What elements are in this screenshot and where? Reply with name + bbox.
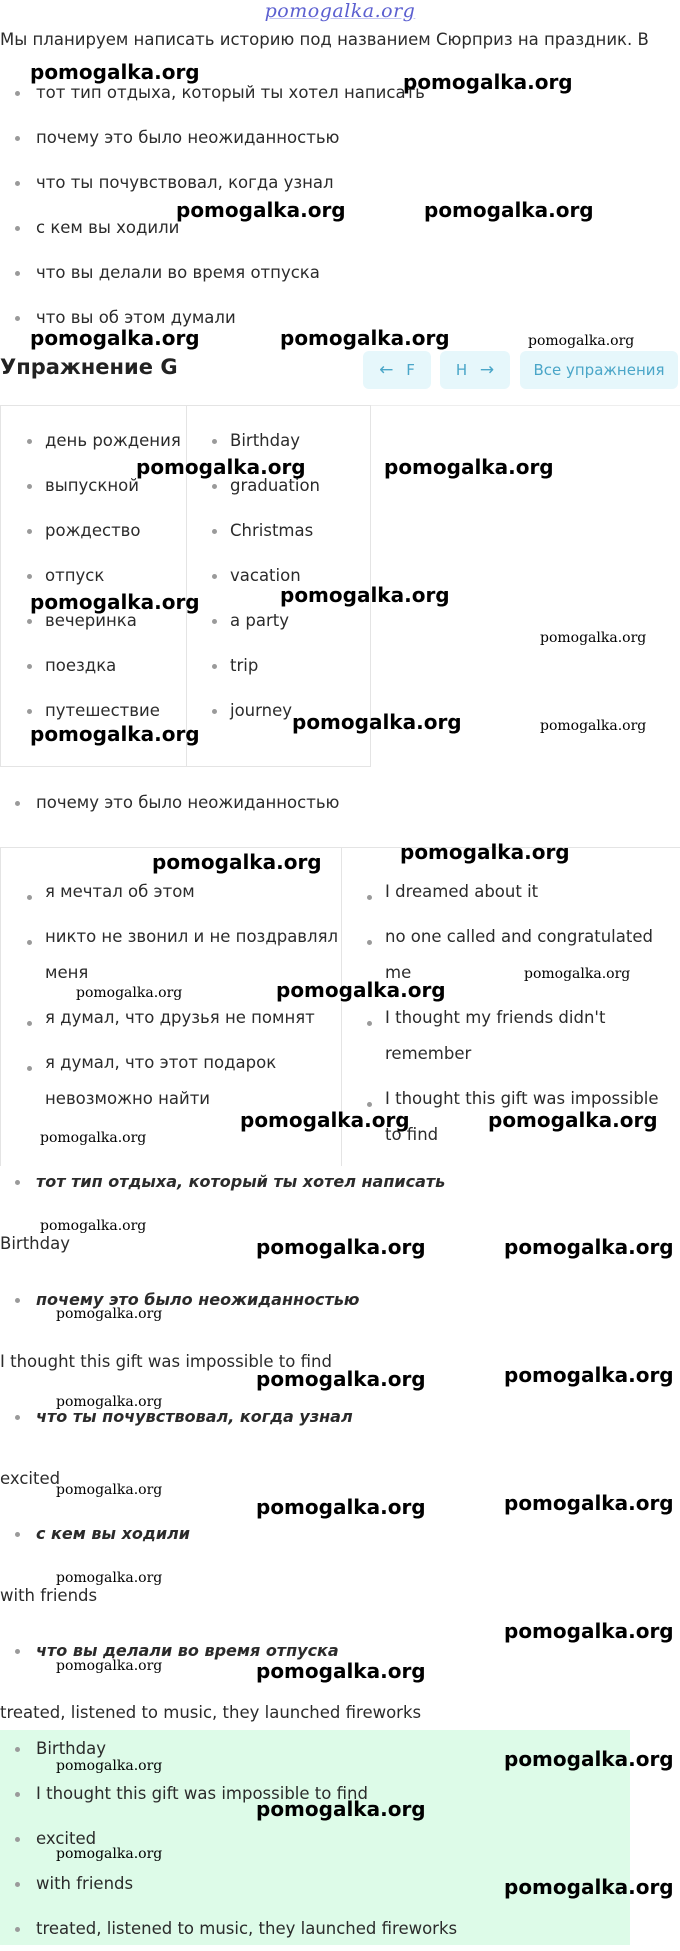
watermark: pomogalka.org [504,1491,674,1515]
list-item: я думал, что друзья не помнят [1,1000,341,1045]
watermark: pomogalka.org [40,1218,147,1234]
watermark: pomogalka.org [528,333,635,349]
list-item: почему это было неожиданностью [0,780,680,825]
exercise-title: Упражнение G [0,355,178,379]
list-item: journey [186,688,320,733]
qa-question: тот тип отдыха, который ты хотел написать [0,1172,445,1191]
next-exercise-label: H [455,361,468,379]
surprise-question [0,780,680,825]
list-item: почему это было неожиданностью [0,115,680,160]
watermark: pomogalka.org [56,1570,163,1586]
list-item: Birthday [186,418,320,463]
watermark: pomogalka.org [56,1306,163,1322]
qa-answer: I thought this gift was impossible to find [0,1352,332,1371]
qa-question: с кем вы ходили [0,1524,190,1543]
prev-exercise-label: F [406,361,415,379]
watermark: pomogalka.org [504,1619,674,1643]
watermark: pomogalka.org [256,1495,426,1519]
watermark: pomogalka.org [488,1108,658,1132]
watermark: pomogalka.org [56,1394,163,1410]
watermark: pomogalka.org [400,840,570,864]
prev-exercise-button[interactable] [363,351,431,389]
site-logo[interactable]: pomogalka.org [264,0,416,22]
watermark: pomogalka.org [56,1658,163,1674]
watermark: pomogalka.org [276,978,446,1002]
watermark: pomogalka.org [30,590,200,614]
qa-answer: with friends [0,1586,98,1605]
list-item: я мечтал об этом [1,874,341,919]
qa-answer: Birthday [0,1234,70,1253]
watermark: pomogalka.org [256,1367,426,1391]
next-exercise-button[interactable] [440,351,510,389]
list-item: I thought this gift was impossible to find [0,1771,630,1816]
watermark: pomogalka.org [540,718,647,734]
arrow-right-icon: → [479,360,495,380]
list-item: excited [0,1816,630,1861]
list-item: с кем вы ходили [0,205,680,250]
watermark: pomogalka.org [424,198,594,222]
list-item: что ты почувствовал, когда узнал [0,160,680,205]
watermark: pomogalka.org [504,1875,674,1899]
list-item: I thought this gift was impossible to find [341,1081,663,1162]
list-item: trip [186,643,320,688]
list-item: вечеринка [1,598,181,643]
watermark: pomogalka.org [152,850,322,874]
list-item: выпускной [1,463,181,508]
watermark: pomogalka.org [504,1363,674,1387]
watermark: pomogalka.org [280,583,450,607]
list-item: рождество [1,508,181,553]
qa-answer: treated, listened to music, they launched fireworks [0,1703,422,1722]
watermark: pomogalka.org [256,1797,426,1821]
watermark: pomogalka.org [136,455,306,479]
list-item: Christmas [186,508,320,553]
list-item: тот тип отдыха, который ты хотел написать [0,70,680,115]
watermark: pomogalka.org [40,1130,147,1146]
list-item: I thought my friends didn't remember [341,1000,663,1081]
watermark: pomogalka.org [540,630,647,646]
watermark: pomogalka.org [56,1846,163,1862]
qa-answer: excited [0,1469,61,1488]
list-item: никто не звонил и не поздравлял меня [1,919,341,1000]
list-item: I dreamed about it [341,874,663,919]
watermark: pomogalka.org [30,60,200,84]
watermark: pomogalka.org [292,710,462,734]
arrow-left-icon: ← [379,360,394,380]
watermark: pomogalka.org [256,1235,426,1259]
list-item: что вы делали во время отпуска [0,250,680,295]
watermark: pomogalka.org [256,1659,426,1683]
list-item: no one called and congratulated me [341,919,663,1000]
watermark: pomogalka.org [56,1482,163,1498]
list-item: день рождения [1,418,181,463]
watermark: pomogalka.org [176,198,346,222]
qa-question: почему это было неожиданностью [0,1290,359,1309]
watermark: pomogalka.org [504,1235,674,1259]
list-item: with friends [0,1861,630,1906]
watermark: pomogalka.org [403,70,573,94]
list-item: поездка [1,643,181,688]
intro-text: Мы планируем написать историю под названием Сюрприз на праздник. В [0,30,649,49]
watermark: pomogalka.org [504,1747,674,1771]
list-item: vacation [186,553,320,598]
qa-question: что вы делали во время отпуска [0,1641,339,1660]
list-item: Birthday [0,1726,630,1771]
qa-question: что ты почувствовал, когда узнал [0,1407,353,1426]
list-item: я думал, что этот подарок невозможно найти [1,1045,341,1126]
list-item: что вы об этом думали [0,295,680,340]
watermark: pomogalka.org [30,722,200,746]
watermark: pomogalka.org [76,985,183,1001]
watermark: pomogalka.org [280,326,450,350]
list-item: путешествие [1,688,181,733]
watermark: pomogalka.org [384,455,554,479]
watermark: pomogalka.org [56,1758,163,1774]
watermark: pomogalka.org [30,326,200,350]
list-item: отпуск [1,553,181,598]
watermark: pomogalka.org [524,966,631,982]
watermark: pomogalka.org [240,1108,410,1132]
all-exercises-button[interactable]: Все упражнения [520,351,678,389]
list-item: graduation [186,463,320,508]
list-item: a party [186,598,320,643]
list-item: treated, listened to music, they launched fireworks [0,1906,630,1951]
